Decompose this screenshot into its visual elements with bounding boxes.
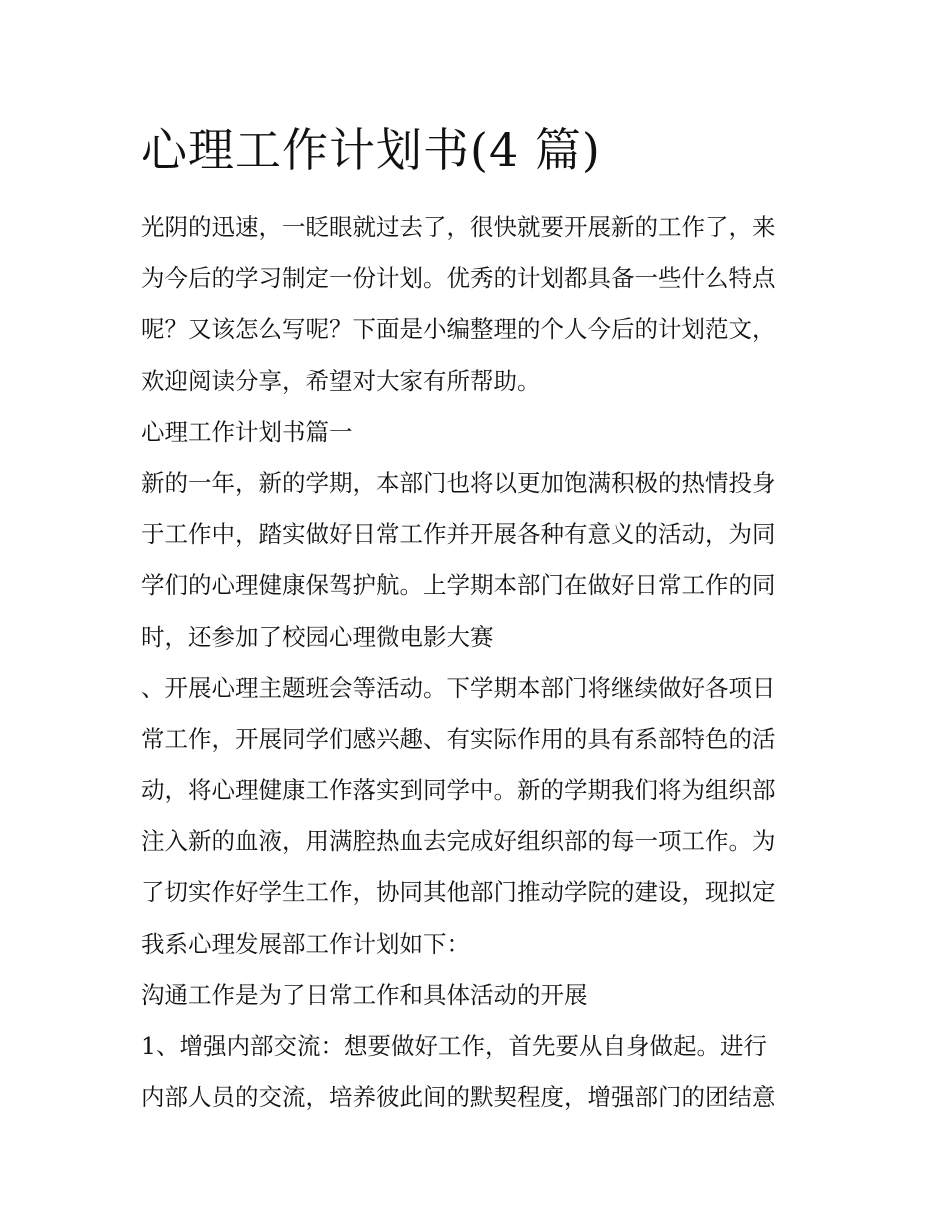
text-line: 学们的心理健康保驾护航。上学期本部门在做好日常工作的同	[141, 571, 776, 600]
text-line: 内部人员的交流，培养彼此间的默契程度，增强部门的团结意	[141, 1083, 776, 1112]
text-line: 注入新的血液，用满腔热血去完成好组织部的每一项工作。为	[141, 827, 776, 856]
text-line: 我系心理发展部工作计划如下：	[141, 929, 470, 958]
text-line: 新的一年，新的学期，本部门也将以更加饱满积极的热情投身	[141, 468, 776, 497]
list-item: 1、增强内部交流：想要做好工作，首先要从自身做起。进行	[141, 1032, 767, 1060]
text-line: 时，还参加了校园心理微电影大赛	[141, 622, 494, 651]
document-content	[141, 122, 821, 1123]
document-body	[141, 202, 821, 1123]
text-line: 、开展心理主题班会等活动。下学期本部门将继续做好各项日	[141, 673, 776, 702]
text-line: 动，将心理健康工作落实到同学中。新的学期我们将为组织部	[141, 776, 776, 805]
text-line: 常工作，开展同学们感兴趣、有实际作用的具有系部特色的活	[141, 724, 776, 753]
text-line: 光阴的迅速，一眨眼就过去了，很快就要开展新的工作了，来	[141, 213, 776, 241]
text-line: 了切实作好学生工作，协同其他部门推动学院的建设，现拟定	[141, 878, 776, 907]
section-heading: 心理工作计划书篇一	[141, 417, 353, 446]
text-line: 欢迎阅读分享，希望对大家有所帮助。	[141, 366, 541, 395]
document-title: 心理工作计划书(4 篇)	[141, 123, 601, 177]
text-line: 于工作中，踏实做好日常工作并开展各种有意义的活动，为同	[141, 520, 776, 549]
text-line: 沟通工作是为了日常工作和具体活动的开展	[141, 980, 588, 1009]
text-line: 呢？又该怎么写呢？下面是小编整理的个人今后的计划范文，	[141, 315, 776, 344]
text-line: 为今后的学习制定一份计划。优秀的计划都具备一些什么特点	[141, 264, 776, 293]
